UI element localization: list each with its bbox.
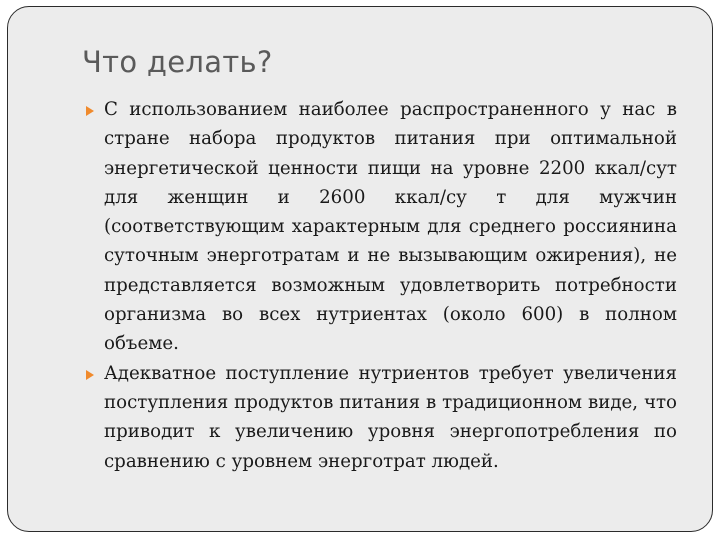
bullet-list <box>83 95 677 476</box>
triangle-bullet-icon <box>86 370 94 380</box>
slide-title: Что делать? <box>82 45 273 79</box>
bullet-item-2 <box>83 359 677 476</box>
bullet-text-2: Адекватное поступление нутриентов требует увеличения поступления продуктов питания в традиционном виде, что приводит к увеличению уровня энергопотребления по сравнению с уровнем энерготрат людей. <box>104 362 677 472</box>
triangle-bullet-icon <box>86 106 94 116</box>
bullet-item-1 <box>83 95 677 359</box>
bullet-text-1: С использованием наиболее распространенного у нас в стране набора продуктов питания при оптимальной энергетической ценности пищи на уровне 2200 ккал/сут для женщин и 2600 ккал/су т для мужчин (соответствующим характерным для среднего россиянина суточным энерготратам и не вызывающим ожирения), не представляется возможным удовлетворить потребности организма во всех нутриентах (около 600) в полном объеме. <box>104 99 677 355</box>
slide <box>7 6 713 532</box>
